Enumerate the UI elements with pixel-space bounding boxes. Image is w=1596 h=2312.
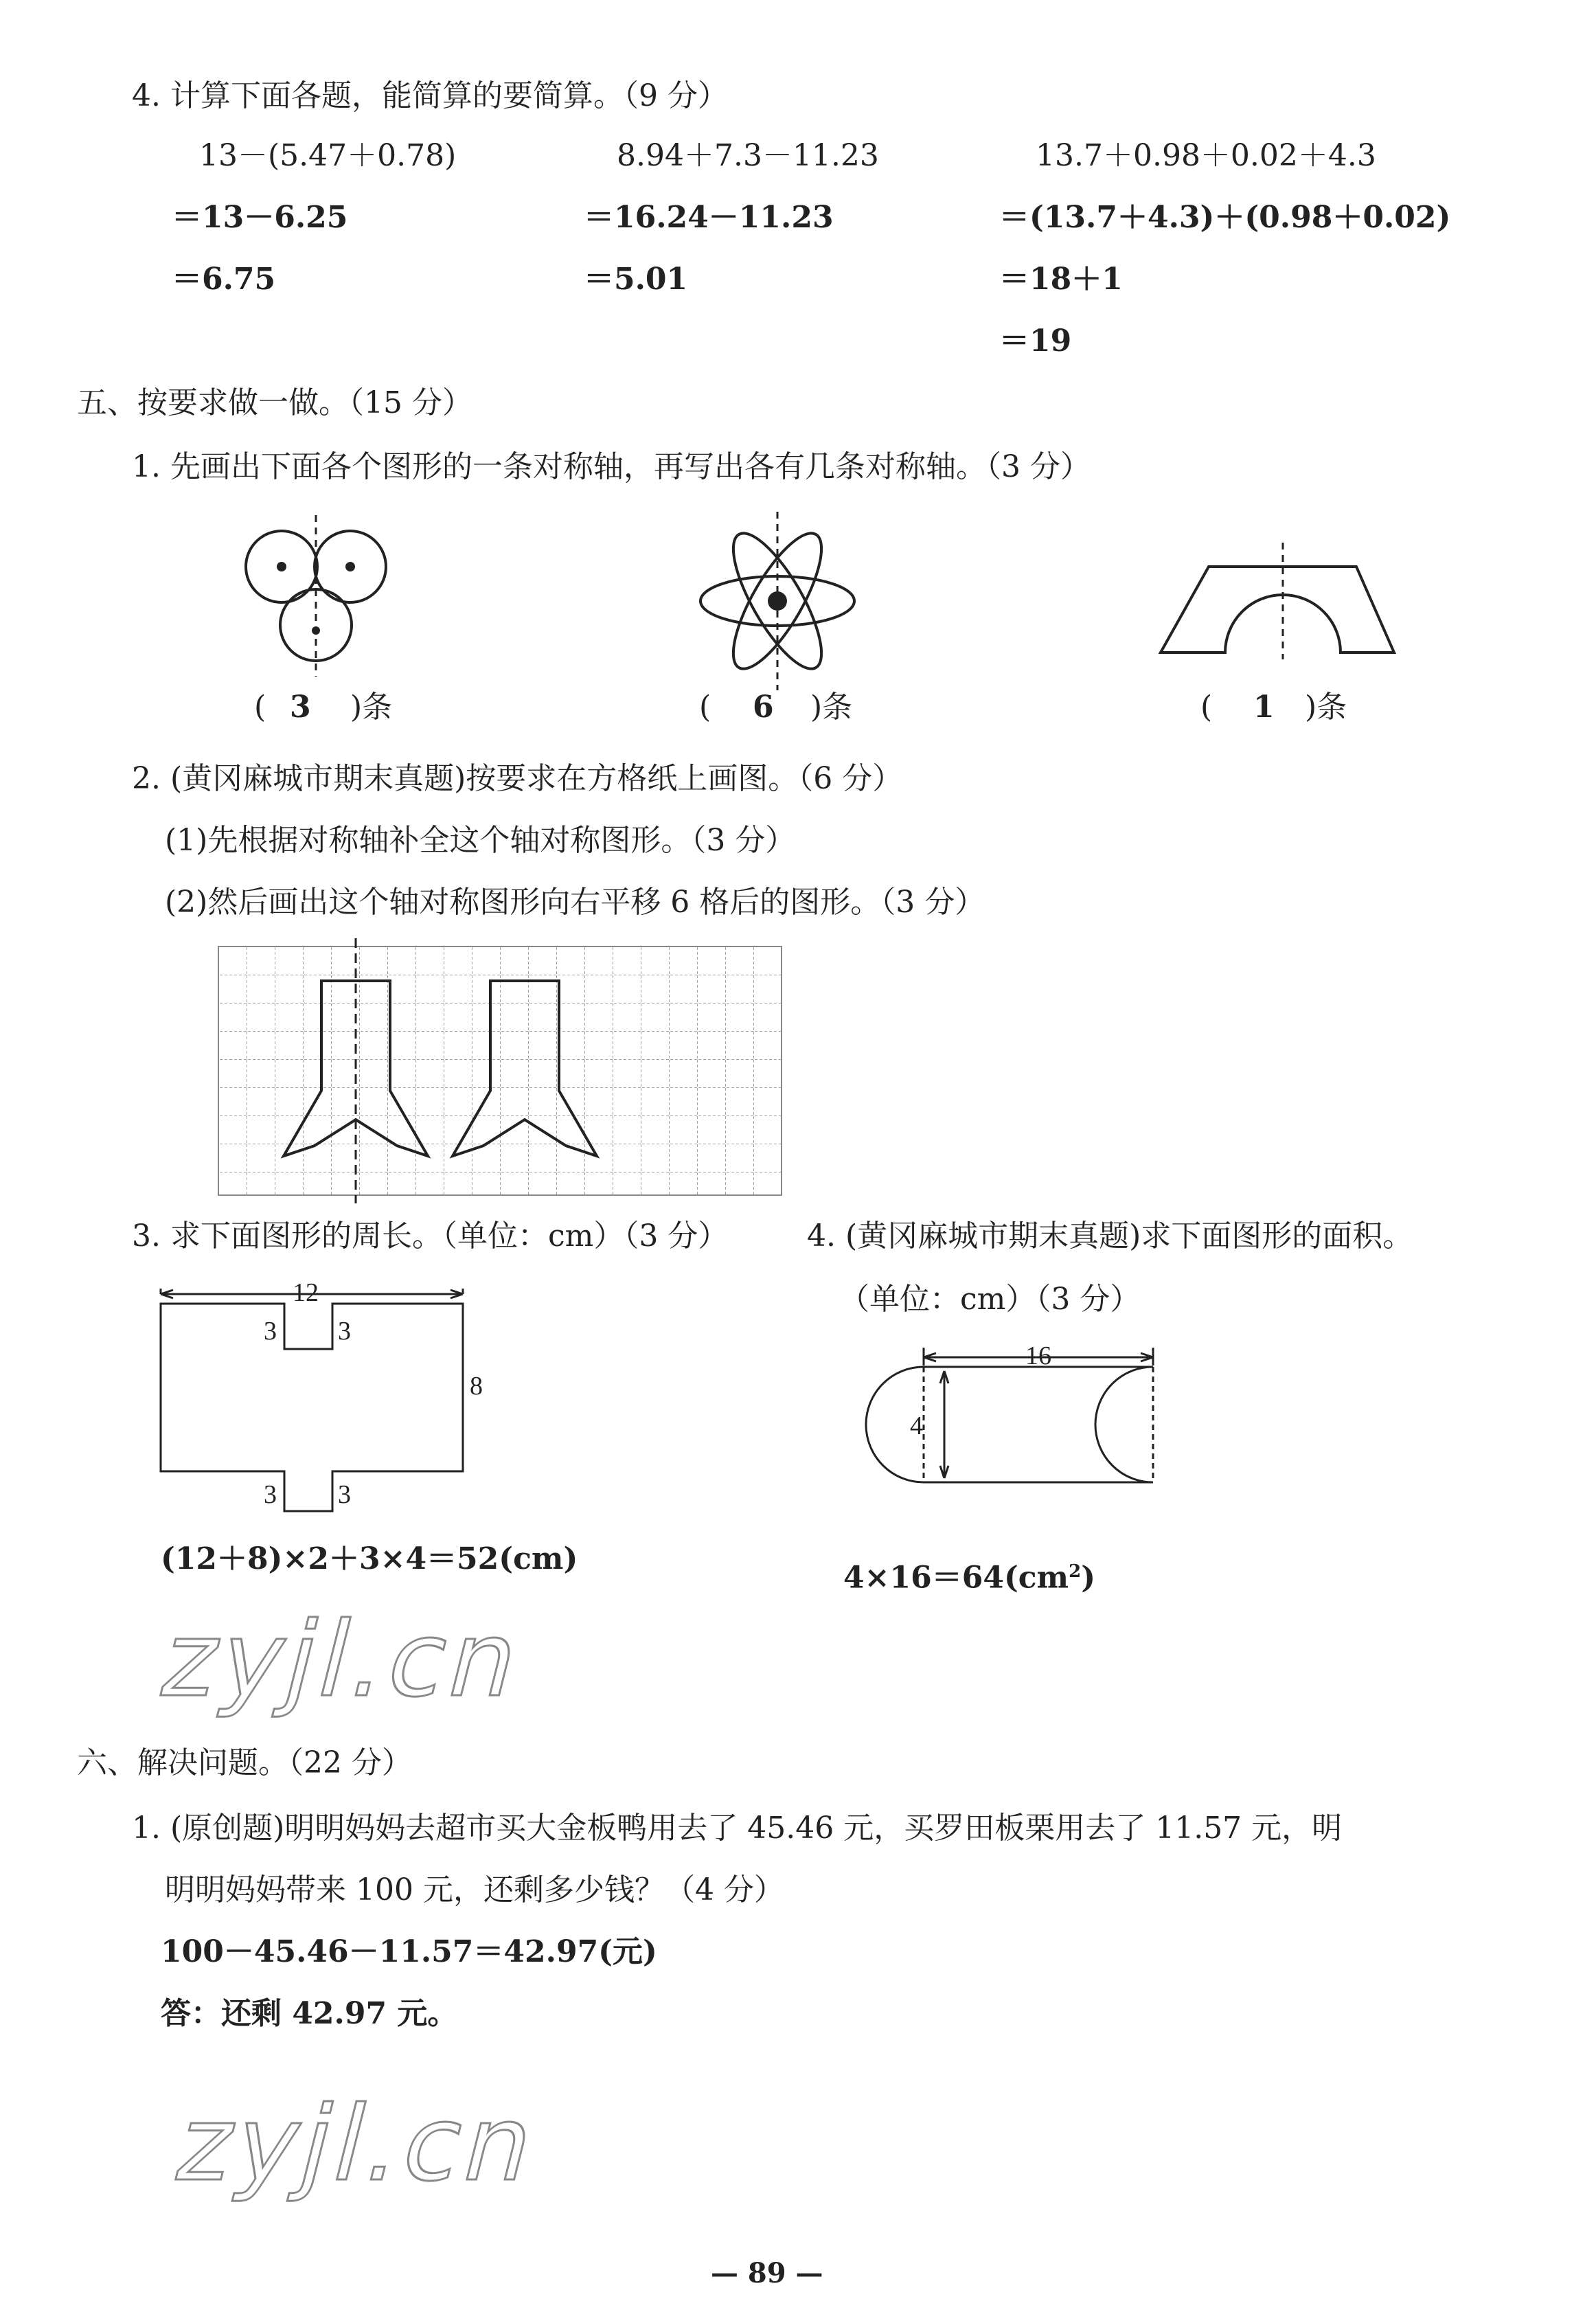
answer-fig1-open: ( [254, 690, 266, 725]
answer-fig3-value: 1 [1253, 690, 1275, 725]
s5-q3-answer: (12＋8)×2＋3×4＝52(cm) [161, 1541, 578, 1576]
watermark-1: zyjl.cn [150, 1600, 536, 1720]
atom-figure [700, 522, 865, 687]
perimeter-bottom-left: 3 [264, 1480, 277, 1509]
perimeter-right-label: 8 [470, 1372, 483, 1401]
perimeter-figure [161, 1276, 490, 1523]
answer-fig2-close: )条 [810, 690, 853, 725]
three-circles-figure [233, 522, 398, 687]
s5-q4-answer-sup: 2 [1069, 1561, 1082, 1582]
arch-figure [1161, 543, 1401, 666]
s6-q1-answer: 答：还剩 42.97 元。 [161, 1996, 458, 2031]
s5-q4-answer-main: 4×16＝64(cm [843, 1560, 1069, 1596]
s5-q4-answer-close: ) [1081, 1560, 1096, 1596]
page-number: — 89 — [711, 2257, 823, 2289]
s5-q4-unit: （单位：cm）（3 分） [839, 1282, 1141, 1317]
area-figure [841, 1338, 1164, 1585]
calc-3-step1: ＝(13.7＋4.3)＋(0.98＋0.02) [999, 200, 1451, 235]
s6-q1-line2: 明明妈妈带来 100 元，还剩多少钱？（4 分） [165, 1872, 784, 1907]
area-top-label: 16 [1025, 1341, 1051, 1370]
s5-q2-heading: 2. (黄冈麻城市期末真题)按要求在方格纸上画图。（6 分） [132, 761, 903, 796]
section-6-title: 六、解决问题。（22 分） [77, 1745, 412, 1780]
calc-3-result: ＝19 [999, 324, 1072, 359]
s5-q4-heading: 4. (黄冈麻城市期末真题)求下面图形的面积。 [807, 1219, 1413, 1254]
calc-3-step2: ＝18＋1 [999, 262, 1123, 297]
calc-2-expr: 8.94＋7.3－11.23 [617, 138, 879, 173]
perimeter-notch-right: 3 [338, 1317, 351, 1346]
s6-q1-calc: 100－45.46－11.57＝42.97(元) [161, 1934, 657, 1969]
answer-fig3-open: ( [1200, 690, 1213, 725]
calc-1-result: ＝6.75 [172, 262, 276, 297]
calc-2-step: ＝16.24－11.23 [584, 200, 834, 235]
s6-q1-line1: 1. (原创题)明明妈妈去超市买大金板鸭用去了 45.46 元，买罗田板栗用去了 11.57 元，明 [132, 1811, 1343, 1846]
answer-fig1-value: 3 [290, 690, 311, 725]
grid-paper-figure [218, 947, 782, 1195]
s5-q2-sub2: (2)然后画出这个轴对称图形向右平移 6 格后的图形。（3 分） [165, 885, 985, 920]
q4-heading: 4. 计算下面各题，能简算的要简算。（9 分） [132, 78, 728, 113]
answer-fig3-close: )条 [1305, 690, 1347, 725]
s5-q1-heading: 1. 先画出下面各个图形的一条对称轴，再写出各有几条对称轴。（3 分） [132, 449, 1091, 484]
answer-fig1-close: )条 [350, 690, 393, 725]
s5-q3-heading: 3. 求下面图形的周长。（单位：cm）（3 分） [132, 1219, 729, 1254]
answer-fig2-open: ( [699, 690, 711, 725]
perimeter-notch-left: 3 [264, 1317, 277, 1346]
calc-1-step: ＝13－6.25 [172, 200, 348, 235]
section-5-title: 五、按要求做一做。（15 分） [77, 385, 472, 420]
s5-q4-answer [843, 1560, 1096, 1596]
watermark-2: zyjl.cn [165, 2085, 551, 2204]
calc-2-result: ＝5.01 [584, 262, 688, 297]
calc-3-expr: 13.7＋0.98＋0.02＋4.3 [1036, 138, 1376, 173]
calc-1-expr: 13－(5.47＋0.78) [199, 138, 457, 173]
perimeter-bottom-right: 3 [338, 1480, 351, 1509]
s5-q2-sub1: (1)先根据对称轴补全这个轴对称图形。（3 分） [165, 823, 796, 858]
answer-fig2-value: 6 [753, 690, 774, 725]
perimeter-top-label: 12 [293, 1278, 319, 1307]
area-height-label: 4 [910, 1412, 923, 1440]
